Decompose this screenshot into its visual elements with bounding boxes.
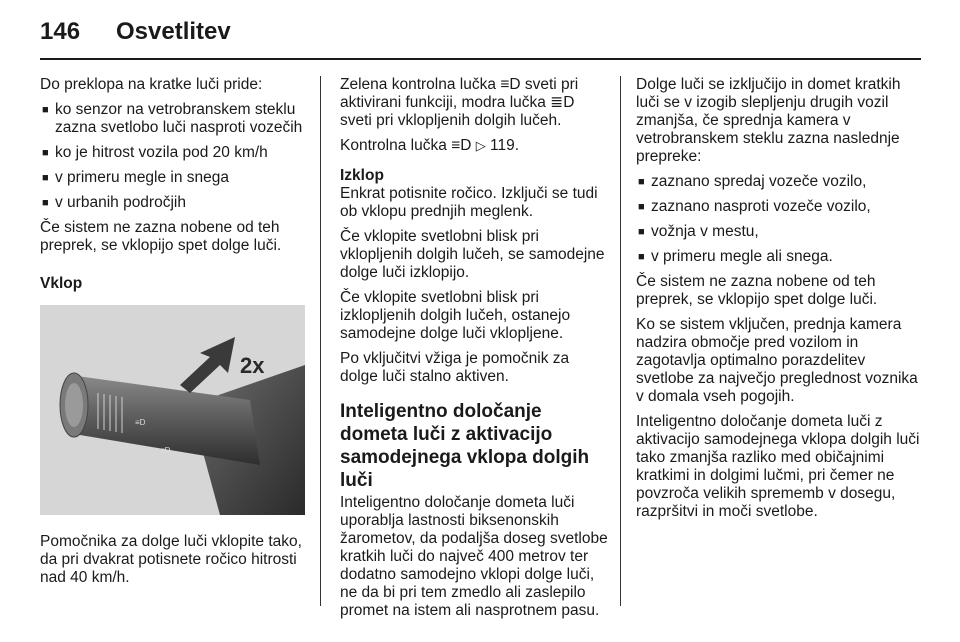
list-item: ■ v primeru megle in snega <box>40 169 308 187</box>
page-reference[interactable]: 119. <box>490 137 520 154</box>
paragraph: Zelena kontrolna lučka ≡D sveti pri aktivirani funkciji, modra lučka ≣D sveti pri vklopljenih dolgih lučeh. <box>340 76 579 129</box>
lever-illustration <box>40 305 305 515</box>
page-header <box>40 18 920 50</box>
paragraph: Dolge luči se izključijo in domet kratkih luči se v izogib slepljenju drugih vozil zmanjša, če sprednja kamera v vetrobranskem steklu zazna naslednje prepreke: <box>636 76 901 165</box>
paragraph: Če sistem ne zazna nobene od teh preprek, se vklopijo spet dolge luči. <box>40 219 282 254</box>
high-beam-assist-icon: ≡D <box>500 76 521 93</box>
subheading-izklop: Izklop <box>340 167 384 184</box>
high-beam-icon: ≣D <box>550 94 575 111</box>
list-item: ■ ko senzor na vetrobranskem steklu zazna svetlobo luči nasproti vozečih <box>40 101 308 137</box>
list-item: ■ zaznano spredaj vozeče vozilo, <box>636 173 920 191</box>
list-item: ■ v primeru megle ali snega. <box>636 248 920 266</box>
svg-text:≡D: ≡D <box>160 446 171 455</box>
paragraph: Kontrolna lučka ≡D ▷ 119. <box>340 137 520 154</box>
paragraph: Če sistem ne zazna nobene od teh preprek, se vklopijo spet dolge luči. <box>636 273 878 308</box>
column-divider <box>620 76 621 606</box>
section-heading: Inteligentno določanje dometa luči z aktivacijo samodejnega vklopa dolgih luči <box>340 401 590 491</box>
paragraph: Če vklopite svetlobni blisk pri vklopljenih dolgih lučeh, se samodejne dolge luči izklopijo. <box>340 228 605 281</box>
column-divider <box>320 76 321 606</box>
paragraph: Če vklopite svetlobni blisk pri izklopljenih dolgih lučeh, ostanejo samodejne dolge luči vklopljene. <box>340 289 571 342</box>
list-item: ■ vožnja v mestu, <box>636 223 920 241</box>
list-item: ■ zaznano nasproti vozeče vozilo, <box>636 198 920 216</box>
paragraph: Inteligentno določanje dometa luči z aktivacijo samodejnega vklopa dolgih luči tako zmanjša razliko med običajnimi kratkimi in dolgimi lučmi, pri čemer ne povzroča velikih sprememb v dosegu, razpršitvi in moči svetlobe. <box>636 413 920 520</box>
page-reference-arrow-icon: ▷ <box>475 138 486 153</box>
paragraph: Inteligentno določanje dometa luči uporablja lastnosti biksenonskih žarometov, da podaljša doseg svetlobe kratkih luči do največ 400 metrov ter dodatno samodejno vklopi dolge luči, ne da bi pri tem zmedlo ali zaslepilo promet na istem ali nasprotnem pasu. <box>340 494 608 619</box>
column-2 <box>340 76 608 627</box>
paragraph: Ko se sistem vključen, prednja kamera nadzira območje pred vozilom in zagotavlja optimalno porazdelitev svetlobe za največjo preglednost voznika v domala vseh pogojih. <box>636 316 918 405</box>
paragraph: Enkrat potisnite ročico. Izključi se tudi ob vklopu prednjih meglenk. <box>340 185 598 220</box>
push-count-label: 2x <box>240 353 265 378</box>
lever-drawing <box>40 305 305 515</box>
header-rule <box>40 58 921 60</box>
list-item: ■ v urbanih področjih <box>40 194 308 212</box>
page-number: 146 <box>40 18 81 45</box>
subheading-vklop: Vklop <box>40 275 83 292</box>
svg-text:≡D: ≡D <box>135 418 146 427</box>
section-title: Osvetlitev <box>116 18 231 45</box>
high-beam-assist-icon: ≡D <box>451 137 472 154</box>
column-1 <box>40 76 308 594</box>
column-3 <box>636 76 920 528</box>
intro-text: Do preklopa na kratke luči pride: <box>40 76 263 93</box>
paragraph: Po vključitvi vžiga je pomočnik za dolge luči stalno aktiven. <box>340 350 570 385</box>
list-item: ■ ko je hitrost vozila pod 20 km/h <box>40 144 308 162</box>
figure-caption: Pomočnika za dolge luči vklopite tako, da pri dvakrat potisnete ročico hitrosti nad 40 km/h. <box>40 533 302 586</box>
